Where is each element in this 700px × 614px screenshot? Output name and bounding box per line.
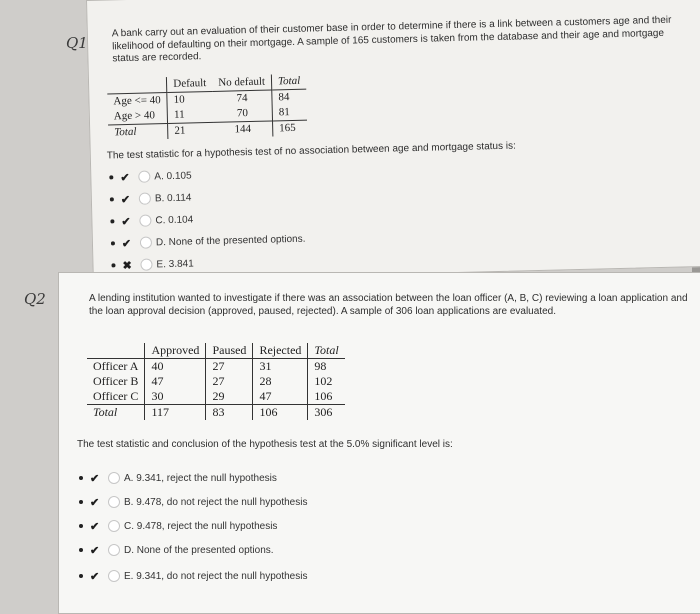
option-label: E. 3.841 (156, 257, 194, 270)
q2-handwritten-label: Q2 (24, 290, 46, 308)
table-cell: 165 (272, 120, 307, 136)
table-cell: 40 (145, 359, 206, 375)
table-cell: 47 (145, 374, 206, 389)
q1-col-header: No default (212, 74, 272, 91)
option-label: D. None of the presented options. (155, 233, 306, 248)
q1-row-label: Age > 40 (113, 109, 156, 123)
radio-button[interactable] (138, 170, 150, 182)
q2-option-d[interactable] (79, 541, 274, 559)
q2-row-label: Officer A (93, 359, 139, 373)
table-cell: 83 (206, 405, 253, 421)
q2-row-label: Officer C (93, 389, 139, 403)
table-cell: 27 (206, 374, 253, 389)
q1-col-header: Default (167, 76, 213, 93)
q2-option-c[interactable] (79, 517, 277, 535)
radio-button[interactable] (108, 520, 120, 532)
q2-col-header: Paused (206, 343, 253, 359)
q1-row-label: Total (108, 124, 168, 141)
q1-prompt: The test statistic for a hypothesis test of no association between age and mortgage status is: (106, 140, 516, 162)
bullet-icon (79, 524, 83, 528)
table-cell: 74 (236, 92, 248, 105)
radio-button[interactable] (108, 496, 120, 508)
table-cell: 306 (308, 405, 345, 421)
radio-button[interactable] (108, 472, 120, 484)
radio-button[interactable] (139, 192, 151, 204)
q1-question-text: A bank carry out an evaluation of their customer base in order to determine if there is a link between a customers age and their likelihood of defaulting on their mortgage. A sample of 165 customers is taken from the database and their age and mortgage status are recorded. (111, 14, 672, 65)
radio-button[interactable] (108, 570, 120, 582)
q2-contingency-table (87, 343, 345, 420)
table-cell: 81 (272, 105, 307, 121)
table-cell: 29 (206, 389, 253, 405)
question-1-sheet (86, 0, 700, 282)
table-cell: 117 (145, 405, 206, 421)
table-cell: 47 (253, 389, 308, 405)
option-label: C. 0.104 (155, 213, 194, 226)
q1-option-d[interactable] (111, 230, 306, 253)
q1-contingency-table (107, 74, 308, 141)
table-cell: 84 (272, 89, 307, 105)
bullet-icon (109, 175, 113, 179)
bullet-icon (110, 197, 114, 201)
table-row (87, 389, 345, 405)
checkmark-icon: ✔ (120, 193, 131, 206)
q2-col-header: Total (308, 343, 345, 359)
q1-option-c[interactable] (110, 210, 193, 230)
bullet-icon (79, 476, 83, 480)
radio-button[interactable] (140, 236, 152, 248)
q2-option-a[interactable] (79, 469, 277, 487)
bullet-icon (79, 574, 83, 578)
q2-table-header-row (87, 343, 345, 359)
q2-row-label: Total (87, 405, 145, 421)
table-cell: 21 (168, 122, 214, 139)
table-row (87, 374, 345, 389)
option-label: B. 9.478, do not reject the null hypothesis (124, 496, 308, 508)
q1-handwritten-label: Q1 (66, 34, 88, 52)
bullet-icon (79, 500, 83, 504)
checkmark-icon: ✔ (90, 496, 100, 509)
q1-option-b[interactable] (110, 188, 192, 208)
q2-option-e[interactable] (79, 567, 307, 585)
q1-col-header: Total (271, 74, 306, 90)
radio-button[interactable] (140, 258, 152, 270)
table-cell: 98 (308, 359, 345, 375)
table-cell: 10 (167, 91, 213, 108)
table-cell: 30 (145, 389, 206, 405)
checkmark-icon: ✔ (90, 520, 100, 533)
q1-option-a[interactable] (109, 166, 192, 186)
option-label: A. 9.341, reject the null hypothesis (124, 472, 277, 484)
option-label: B. 0.114 (154, 191, 192, 204)
radio-button[interactable] (108, 544, 120, 556)
checkmark-icon: ✔ (90, 570, 100, 583)
bullet-icon (111, 241, 115, 245)
option-label: A. 0.105 (154, 169, 192, 182)
q2-prompt: The test statistic and conclusion of the hypothesis test at the 5.0% significant level is: (77, 439, 453, 450)
checkmark-icon: ✔ (121, 237, 132, 250)
table-cell: 144 (213, 121, 273, 138)
cross-icon: ✖ (122, 259, 132, 272)
q2-col-header: Approved (145, 343, 206, 359)
q2-option-b[interactable] (79, 493, 307, 511)
q1-row-label: Age <= 40 (113, 94, 161, 108)
checkmark-icon: ✔ (120, 171, 130, 184)
table-cell: 11 (167, 107, 213, 124)
checkmark-icon: ✔ (121, 215, 131, 228)
q2-col-header: Rejected (253, 343, 308, 359)
table-row (87, 405, 345, 421)
bullet-icon (111, 263, 115, 267)
question-2-sheet (58, 272, 700, 614)
table-cell: 106 (253, 405, 308, 421)
table-row (87, 359, 345, 375)
table-cell: 70 (236, 107, 249, 120)
bullet-icon (110, 219, 114, 223)
checkmark-icon: ✔ (90, 544, 100, 557)
table-cell: 27 (206, 359, 253, 375)
q2-row-label: Officer B (93, 374, 139, 388)
option-label: E. 9.341, do not reject the null hypothesis (124, 570, 308, 582)
bullet-icon (79, 548, 83, 552)
q2-question-text: A lending institution wanted to investigate if there was an association between the loan officer (A, B, C) reviewing a loan application and the loan approval decision (approved, paused, rejected). A sample of 306 loan applications are evaluated. (89, 293, 688, 317)
option-label: D. None of the presented options. (124, 544, 274, 556)
table-cell: 28 (253, 374, 308, 389)
table-cell: 106 (308, 389, 345, 405)
table-cell: 31 (253, 359, 308, 375)
option-label: C. 9.478, reject the null hypothesis (124, 520, 278, 532)
checkmark-icon: ✔ (90, 472, 100, 485)
table-cell: 102 (308, 374, 345, 389)
radio-button[interactable] (139, 214, 151, 226)
